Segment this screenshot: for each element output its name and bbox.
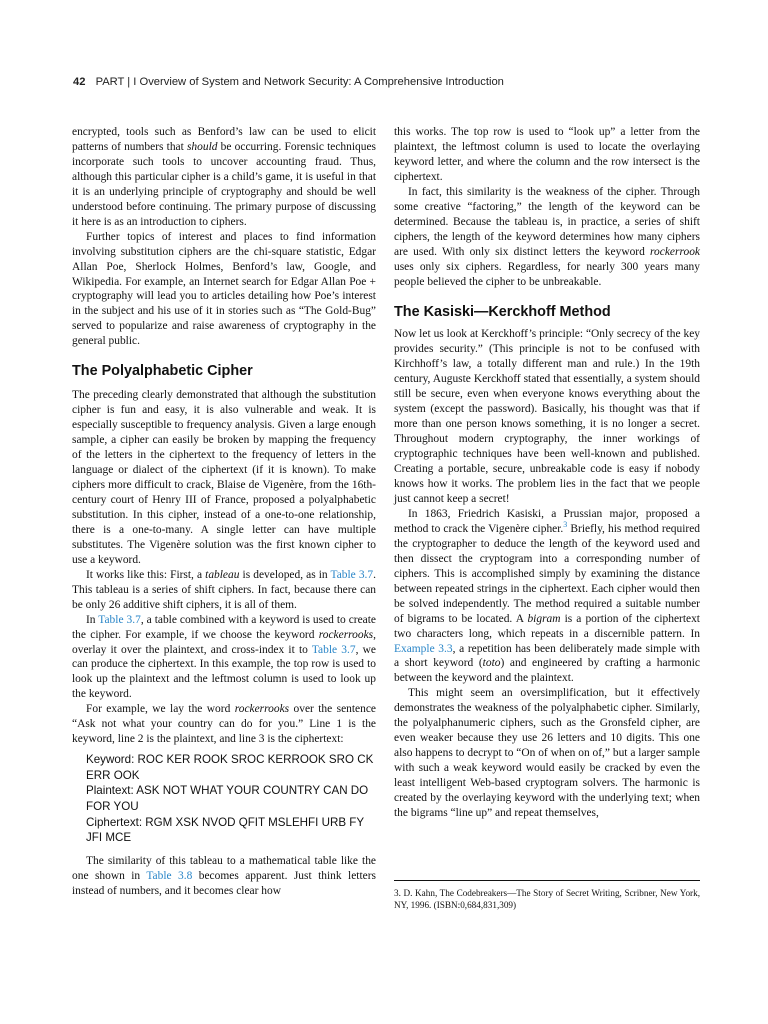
section-heading: The Kasiski—Kerckhoff Method bbox=[394, 304, 611, 321]
text-run: For example, we lay the word bbox=[86, 703, 235, 716]
text-run: Briefly, his method required the cryptographer to deduce the length of the keyword used and then dissect the cryptogram into a corresponding number of ciphers. This is accomplished simply by examining the distance between repeated strings in the ciphertext. Each cipher would then be solved independently. The method required a suitable number of bigrams to be located. A bbox=[394, 522, 700, 625]
paragraph bbox=[394, 185, 700, 290]
paragraph bbox=[394, 507, 700, 686]
emphasis: rockerrooks bbox=[318, 628, 374, 641]
text-run: , we can produce the ciphertext. In this example, the top row is used to look up the plaintext and the leftmost column is used to look up the keyword. bbox=[72, 643, 376, 701]
text-run: encrypted, tools such as Benford’s law can be used to elicit patterns of numbers that bbox=[72, 126, 376, 153]
text-run: The similarity of this tableau to a mathematical table like the one shown in bbox=[72, 854, 376, 882]
footnote-divider bbox=[394, 880, 700, 881]
paragraph: Further topics of interest and places to find information involving substitution ciphers are the chi-square statistic, Edgar Allan Poe, Sherlock Holmes, Benford’s law, Google, and Wikipedia. For example, an Internet search for Edgar Allan Poe + cryptography will lead you to articles detailing how Poe’s interest in the subject and his use of it in stories such as “The Gold-Bug” served to popularize and raise awareness of cryptography in the general public. bbox=[72, 230, 376, 348]
header-title: I Overview of System and Network Security: A Comprehensive Introduction bbox=[133, 76, 504, 88]
paragraph bbox=[72, 613, 376, 703]
text-run: . This tableau is a series of shift ciphers. In fact, because there can be only 26 additive shift ciphers, it is all of them. bbox=[72, 568, 376, 611]
paragraph: this works. The top row is used to “look up” a letter from the plaintext, the leftmost column is used to locate the overlaying keyword letter, and where the column and the row intersect is the ciphertext. bbox=[394, 126, 700, 183]
paragraph bbox=[72, 702, 376, 747]
part-label: PART bbox=[95, 76, 125, 88]
emphasis: should bbox=[186, 140, 218, 153]
text-run: , a repetition has been deliberately made simple with a short keyword ( bbox=[394, 642, 701, 670]
text-run: In bbox=[86, 613, 99, 626]
text-run: becomes apparent. Just think letters instead of numbers, and it becomes clear how bbox=[72, 869, 376, 897]
running-header bbox=[73, 76, 713, 88]
text-run: , a table combined with a keyword is used to create the cipher. For example, if we choose the keyword bbox=[72, 613, 376, 641]
footnote-marker-link[interactable]: 3 bbox=[563, 519, 568, 529]
footnote: 3. D. Kahn, The Codebreakers—The Story of Secret Writing, Scribner, New York, NY, 1996. (ISBN:0,684,831,309) bbox=[394, 888, 700, 911]
cipher-ciphertext-line: Ciphertext: RGM XSK NVOD QFIT MSLEHFI URB FY JFI MCE bbox=[86, 815, 364, 845]
left-column bbox=[72, 125, 376, 899]
emphasis: tableau bbox=[205, 568, 240, 581]
paragraph bbox=[72, 854, 376, 899]
table-reference-link[interactable]: Table 3.8 bbox=[146, 869, 193, 882]
table-reference-link[interactable]: Table 3.7 bbox=[330, 568, 374, 581]
text-run: In fact, this similarity is the weakness of the cipher. Through some creative “factoring,” the length of the keyword can be determined. Because the tableau is, in practice, a series of shift ciphers, the length of the keyword determines how many ciphers are used. With only six distinct letters the keyword bbox=[394, 185, 700, 258]
text-run: ) and engineered by crafting a harmonic between the keyword and the plaintext. bbox=[394, 657, 700, 685]
page-number: 42 bbox=[73, 76, 86, 88]
emphasis: bigram bbox=[527, 612, 561, 625]
table-reference-link[interactable]: Table 3.7 bbox=[311, 643, 356, 656]
text-run: uses only six ciphers. Regardless, for nearly 300 years many people believed the cipher to be unbreakable. bbox=[394, 260, 700, 288]
text-run: It works like this: First, a bbox=[86, 568, 206, 581]
text-run: is developed, as in bbox=[239, 568, 331, 581]
right-column bbox=[394, 125, 700, 821]
paragraph: Now let us look at Kerckhoff’s principle: “Only secrecy of the key provides security.” (This principle is not to be confused with Kirchhoff’s law, a totally different man and rule.) In the 19th century, Auguste Kerckhoff stated that essentially, a system should still be secure, even when everyone knows everything about the system (except the password). Basically, his thought was that if more than one person knows something, it is no longer a secret. Throughout modern cryptography, the inner workings of cryptographic techniques have been well-known and published. Creating a portable, secure, unbreakable code is easy if nobody knows how it works. The problem lies in the fact that we people just cannot keep a secret! bbox=[394, 328, 700, 505]
text-run: be occurring. Forensic techniques incorporate such tools to uncover accounting fraud. Thus, although this particular cipher is a child’s game, it is useful in that it is an underlying principle of cryptography and should be well understood before continuing. The primary purpose of discussing it here is as an introduction to ciphers. bbox=[72, 140, 376, 228]
paragraph: This might seem an oversimplification, but it effectively demonstrates the weakness of the polyalphabetic cipher. Similarly, the polyalphanumeric ciphers, such as the Gronsfeld cipher, are even weaker because they use 26 letters and 10 digits. This one also happens to decrypt to “On of when on of,” but a larger sample with such a weak keyword would easily be cracked by even the least intelligent Web-based cryptogram solvers. The harmonic is created by the overlaying keyword with the underlying text; when the bigrams “line up” and repeat themselves, bbox=[394, 687, 700, 819]
text-run: , overlay it over the plaintext, and cross-index it to bbox=[72, 628, 376, 656]
cipher-example bbox=[86, 752, 376, 846]
emphasis: toto bbox=[482, 657, 501, 670]
table-reference-link[interactable]: Table 3.7 bbox=[98, 613, 141, 626]
text-run: In 1863, Friedrich Kasiski, a Prussian major, proposed a method to crack the Vigenère cipher. bbox=[394, 507, 700, 535]
cipher-keyword-line: Keyword: ROC KER ROOK SROC KERROOK SRO CK ERR OOK bbox=[86, 753, 374, 782]
cipher-plaintext-line: Plaintext: ASK NOT WHAT YOUR COUNTRY CAN DO FOR YOU bbox=[86, 784, 369, 813]
text-run: is a portion of the ciphertext two characters long, which repeats in a discernible pattern. In bbox=[394, 612, 700, 640]
text-run: over the sentence “Ask not what your country can do for you.” Line 1 is the keyword, line 2 is the plaintext, and line 3 is the ciphertext: bbox=[72, 703, 377, 746]
paragraph: The preceding clearly demonstrated that although the substitution cipher is fun and easy, it is also vulnerable and weak. It is especially susceptible to frequency analysis. Given a large enough sample, a cipher can easily be broken by mapping the frequency of the letters in the ciphertext to the frequency of letters in the language or dialect of the ciphertext (if it is known). To make ciphers more difficult to crack, Blaise de Vigenère, from the 16th-century court of Henry III of France, proposed a polyalphabetic substitution. In this cipher, instead of a one-to-one relationship, there is a one-to-many. A single letter can have multiple substitutes. The Vigenère solution was the first known cipher to use a keyword. bbox=[72, 389, 376, 566]
paragraph bbox=[72, 125, 376, 230]
emphasis: rockerrooks bbox=[234, 703, 290, 716]
example-reference-link[interactable]: Example 3.3 bbox=[394, 642, 453, 655]
header-separator: | bbox=[127, 76, 131, 88]
section-heading: The Polyalphabetic Cipher bbox=[72, 363, 253, 380]
paragraph bbox=[72, 568, 376, 613]
emphasis: rockerrook bbox=[650, 245, 700, 258]
